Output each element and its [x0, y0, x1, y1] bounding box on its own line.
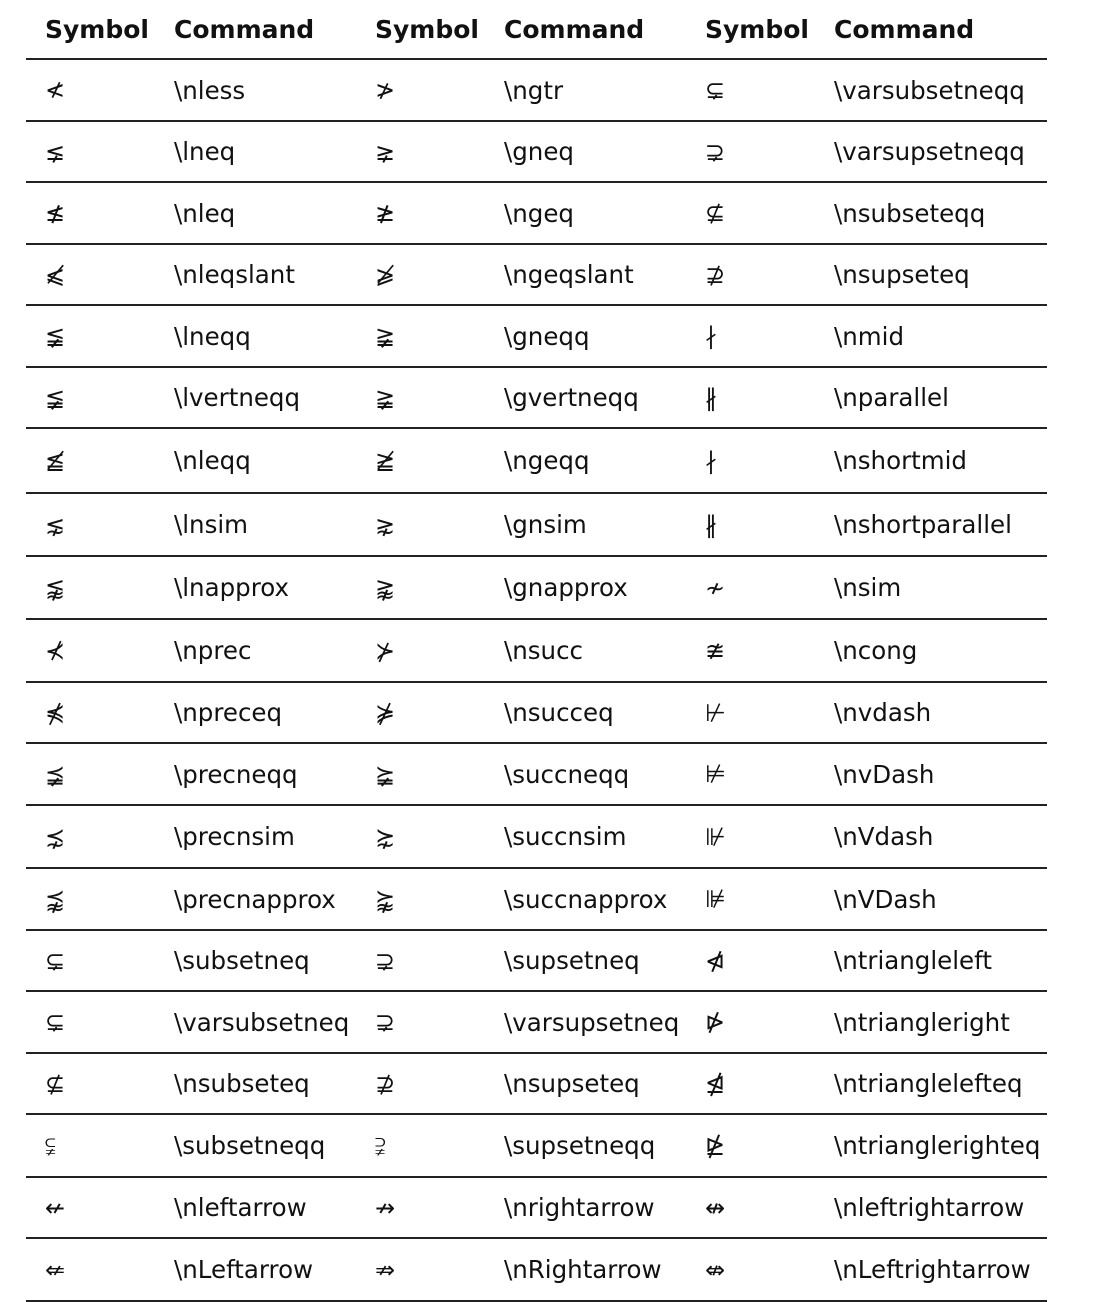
table-row	[26, 743, 1047, 805]
symbol-cell: ∦	[686, 367, 834, 428]
symbol-cell: ≰	[26, 182, 174, 244]
command-cell: \nshortmid	[834, 428, 1047, 493]
symbol-cell: ∦	[686, 493, 834, 556]
symbol-cell: ⋡	[356, 682, 504, 743]
header-symbol-2: Symbol	[356, 0, 504, 59]
command-cell: \ntriangleleft	[834, 930, 1047, 991]
table-row	[26, 682, 1047, 743]
symbol-cell: ≨︀	[26, 367, 174, 428]
command-cell: \nleftarrow	[174, 1177, 356, 1238]
command-cell: \nRightarrow	[504, 1238, 686, 1301]
command-cell: \ngtr	[504, 59, 686, 121]
command-cell: \lvertneqq	[174, 367, 356, 428]
symbol-cell: ⪈	[356, 121, 504, 182]
table-row	[26, 493, 1047, 556]
table-row	[26, 1177, 1047, 1238]
symbol-cell: ⪇	[26, 121, 174, 182]
symbol-cell: ⋫	[686, 991, 834, 1053]
symbol-cell: ⋦	[26, 493, 174, 556]
symbol-cell: ↛	[356, 1177, 504, 1238]
command-cell: \precnapprox	[174, 868, 356, 930]
symbol-cell: ⊬	[686, 682, 834, 743]
symbol-cell: ⪉	[26, 556, 174, 619]
symbol-cell: ⊀	[26, 619, 174, 682]
header-symbol-1: Symbol	[26, 0, 174, 59]
table-row	[26, 805, 1047, 868]
symbol-cell: ⊭	[686, 743, 834, 805]
command-cell: \nrightarrow	[504, 1177, 686, 1238]
table-body	[26, 59, 1047, 1301]
command-cell: \nsupseteq	[834, 244, 1047, 305]
symbol-cell: ≇	[686, 619, 834, 682]
symbol-cell: ⊯	[686, 868, 834, 930]
symbol-cell: ⪹	[26, 868, 174, 930]
command-cell: \varsupsetneqq	[834, 121, 1047, 182]
symbol-cell: ≩︀	[356, 367, 504, 428]
symbol-cell: ⊊︀	[26, 991, 174, 1053]
command-cell: \succneqq	[504, 743, 686, 805]
symbol-cell: ≦̸	[26, 428, 174, 493]
symbol-cell: ⩽̸	[26, 244, 174, 305]
symbol-cell: ⋭	[686, 1114, 834, 1177]
symbol-cell: ≧̸	[356, 428, 504, 493]
command-cell: \succnsim	[504, 805, 686, 868]
symbol-cell: ⊉	[686, 244, 834, 305]
symbol-cell: ⊮	[686, 805, 834, 868]
symbol-cell: ⊋	[686, 121, 834, 182]
header-symbol-3: Symbol	[686, 0, 834, 59]
symbol-cell: ⊊	[686, 59, 834, 121]
command-cell: \ngeq	[504, 182, 686, 244]
table-row	[26, 991, 1047, 1053]
symbol-cell: ⪺	[356, 868, 504, 930]
table-row	[26, 121, 1047, 182]
symbol-cell: ⋠	[26, 682, 174, 743]
command-cell: \nsim	[834, 556, 1047, 619]
command-cell: \varsubsetneqq	[834, 59, 1047, 121]
command-cell: \nVdash	[834, 805, 1047, 868]
command-cell: \lneq	[174, 121, 356, 182]
symbol-cell: ⪊	[356, 556, 504, 619]
command-cell: \nvDash	[834, 743, 1047, 805]
command-cell: \ngeqslant	[504, 244, 686, 305]
command-cell: \ngeqq	[504, 428, 686, 493]
symbol-cell: ≁	[686, 556, 834, 619]
header-command-2: Command	[504, 0, 686, 59]
table-row	[26, 930, 1047, 991]
command-cell: \lnsim	[174, 493, 356, 556]
symbol-cell: ⩾̸	[356, 244, 504, 305]
table-row	[26, 305, 1047, 367]
symbol-cell: ⊉	[356, 1053, 504, 1114]
header-command-1: Command	[174, 0, 356, 59]
table-row	[26, 182, 1047, 244]
command-cell: \supsetneq	[504, 930, 686, 991]
command-cell: \gnsim	[504, 493, 686, 556]
table-row	[26, 1238, 1047, 1301]
symbol-cell: ⋨	[26, 805, 174, 868]
symbol-cell: ≩	[356, 305, 504, 367]
command-cell: \ncong	[834, 619, 1047, 682]
symbol-cell: ⫋	[26, 1114, 174, 1177]
command-cell: \nsubseteqq	[834, 182, 1047, 244]
command-cell: \nmid	[834, 305, 1047, 367]
table-row	[26, 868, 1047, 930]
command-cell: \nshortparallel	[834, 493, 1047, 556]
symbol-cell: ⋧	[356, 493, 504, 556]
table-row	[26, 367, 1047, 428]
symbol-cell: ≯	[356, 59, 504, 121]
command-cell: \lneqq	[174, 305, 356, 367]
symbol-cell: ↮	[686, 1177, 834, 1238]
symbol-cell: ⊁	[356, 619, 504, 682]
command-cell: \supsetneqq	[504, 1114, 686, 1177]
command-cell: \nvdash	[834, 682, 1047, 743]
symbol-cell: ⪶	[356, 743, 504, 805]
command-cell: \nVDash	[834, 868, 1047, 930]
command-cell: \precneqq	[174, 743, 356, 805]
command-cell: \nprec	[174, 619, 356, 682]
command-cell: \gneqq	[504, 305, 686, 367]
symbol-cell: ⇍	[26, 1238, 174, 1301]
symbol-cell: ⊈	[26, 1053, 174, 1114]
symbol-cell: ∤	[686, 305, 834, 367]
symbol-cell: ⊊	[26, 930, 174, 991]
command-cell: \succnapprox	[504, 868, 686, 930]
table-row	[26, 59, 1047, 121]
command-cell: \npreceq	[174, 682, 356, 743]
table-row	[26, 1053, 1047, 1114]
symbol-cell: ↚	[26, 1177, 174, 1238]
command-cell: \lnapprox	[174, 556, 356, 619]
command-cell: \varsubsetneq	[174, 991, 356, 1053]
command-cell: \nleqq	[174, 428, 356, 493]
command-cell: \nless	[174, 59, 356, 121]
symbol-cell: ⪵	[26, 743, 174, 805]
command-cell: \nleftrightarrow	[834, 1177, 1047, 1238]
header-command-3: Command	[834, 0, 1047, 59]
command-cell: \gnapprox	[504, 556, 686, 619]
symbol-cell: ⊋︀	[356, 991, 504, 1053]
table-row	[26, 428, 1047, 493]
symbol-cell: ⊋	[356, 930, 504, 991]
symbol-cell: ⊈	[686, 182, 834, 244]
command-cell: \gneq	[504, 121, 686, 182]
command-cell: \ntrianglelefteq	[834, 1053, 1047, 1114]
command-cell: \nsucc	[504, 619, 686, 682]
command-cell: \gvertneqq	[504, 367, 686, 428]
command-cell: \varsupsetneq	[504, 991, 686, 1053]
command-cell: \nleq	[174, 182, 356, 244]
symbol-cell: ⇎	[686, 1238, 834, 1301]
table-row	[26, 556, 1047, 619]
command-cell: \nsupseteq	[504, 1053, 686, 1114]
table-row	[26, 1114, 1047, 1177]
symbol-cell: ≮	[26, 59, 174, 121]
symbol-cell: ∤	[686, 428, 834, 493]
command-cell: \precnsim	[174, 805, 356, 868]
command-cell: \nsubseteq	[174, 1053, 356, 1114]
command-cell: \nLeftrightarrow	[834, 1238, 1047, 1301]
header-row	[26, 0, 1047, 59]
symbol-cell: ≨	[26, 305, 174, 367]
symbol-cell: ⋪	[686, 930, 834, 991]
symbol-cell: ⫌	[356, 1114, 504, 1177]
command-cell: \nparallel	[834, 367, 1047, 428]
symbol-cell: ⋬	[686, 1053, 834, 1114]
command-cell: \nsucceq	[504, 682, 686, 743]
table-row	[26, 619, 1047, 682]
command-cell: \ntriangleright	[834, 991, 1047, 1053]
symbol-cell: ⇏	[356, 1238, 504, 1301]
symbol-table	[26, 0, 1047, 1302]
command-cell: \subsetneqq	[174, 1114, 356, 1177]
command-cell: \nleqslant	[174, 244, 356, 305]
table-row	[26, 244, 1047, 305]
symbol-cell: ≱	[356, 182, 504, 244]
symbol-cell: ⋩	[356, 805, 504, 868]
command-cell: \subsetneq	[174, 930, 356, 991]
command-cell: \nLeftarrow	[174, 1238, 356, 1301]
command-cell: \ntrianglerighteq	[834, 1114, 1047, 1177]
